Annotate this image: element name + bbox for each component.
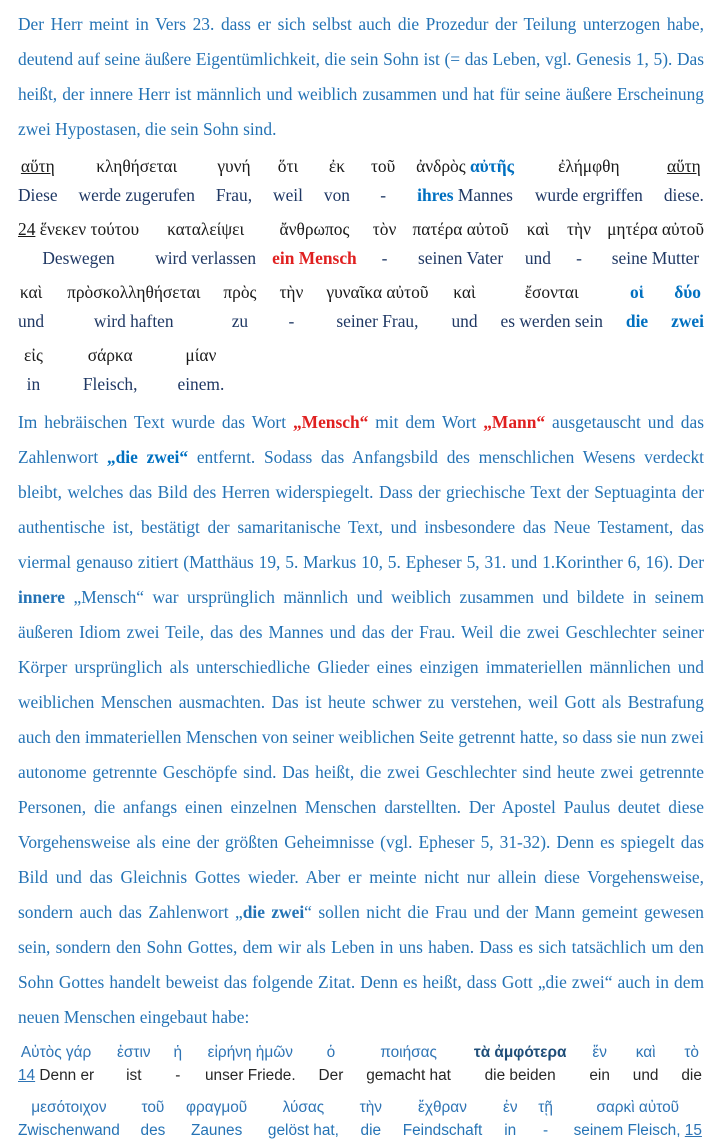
interlinear-genesis-block bbox=[18, 152, 704, 399]
interlinear-row bbox=[18, 1041, 702, 1087]
german-gloss: die bbox=[360, 1122, 382, 1139]
text-segment: “ sollen nicht die Frau und der Mann gemeint gewesen sein, sondern den Sohn Gottes, dem wir als Leben in uns haben. Dass es sich tatsächlich um den Sohn Gottes handelt beweist das folgende Zitat. Denn es heißt, dass Gott „die zwei“ auch in dem neuen Menschen eingebaut habe: bbox=[18, 902, 704, 1027]
word-pair bbox=[216, 152, 252, 210]
word-pair bbox=[18, 215, 139, 273]
interlinear-row bbox=[18, 1096, 702, 1142]
greek-word: καταλείψει bbox=[167, 219, 245, 239]
greek-word bbox=[416, 152, 514, 181]
german-gloss: und bbox=[18, 311, 45, 331]
german-gloss: es werden sein bbox=[500, 311, 603, 331]
intro-paragraph: Der Herr meint in Vers 23. dass er sich selbst auch die Prozedur der Teilung unterzogen habe, deutend auf seine äußere Eigentümlichkeit, die sein Sohn ist (= das Leben, vgl. Genesis 1, 5). Das heißt, der innere Herr ist männlich und weiblich zusammen und hat für seine äußere Erscheinung zwei Hypostasen, die sein Sohn sind. bbox=[18, 14, 704, 139]
greek-word: κληθήσεται bbox=[96, 156, 178, 176]
german-gloss: die bbox=[681, 1067, 702, 1084]
greek-word bbox=[626, 278, 648, 307]
german-gloss: von bbox=[323, 185, 350, 205]
greek-word: καὶ bbox=[19, 282, 43, 302]
greek-word: μητέρα αὐτοῦ bbox=[607, 219, 704, 239]
greek-word: καὶ bbox=[526, 219, 550, 239]
word-pair bbox=[681, 1041, 702, 1087]
german-gloss: Fleisch, bbox=[82, 374, 138, 394]
word-pair bbox=[574, 1096, 702, 1142]
greek-word bbox=[18, 152, 58, 181]
word-pair bbox=[279, 278, 303, 336]
german-gloss: Frau, bbox=[215, 185, 253, 205]
text-segment: innere bbox=[18, 587, 66, 607]
german-gloss: wird haften bbox=[93, 311, 174, 331]
text-segment: δύο bbox=[674, 282, 701, 302]
word-pair bbox=[18, 1096, 120, 1142]
word-pair bbox=[633, 1041, 659, 1087]
word-pair bbox=[205, 1041, 296, 1087]
german-gloss: und bbox=[451, 311, 478, 331]
german-gloss: seiner Frau, bbox=[336, 311, 419, 331]
text-segment: 24 bbox=[18, 219, 36, 239]
german-gloss bbox=[574, 1119, 702, 1142]
text-segment: „Mensch“ bbox=[292, 412, 369, 432]
text-segment: die zwei bbox=[242, 902, 305, 922]
greek-word bbox=[474, 1041, 567, 1064]
text-segment: ausgetauscht und das Zahlenwort bbox=[18, 412, 704, 467]
greek-word: τὴν bbox=[567, 219, 591, 239]
german-gloss: und bbox=[632, 1067, 659, 1084]
greek-word: πρὸσκολληθήσεται bbox=[67, 282, 201, 302]
greek-word: εἰρήνη ἡμῶν bbox=[207, 1044, 293, 1061]
text-segment: „Mensch“ war ursprünglich männlich und weiblich zusammen und bildete in seinem äußeren Idiom zwei Teile, das des Mannes und das der Frau. Weil die zwei Geschlechter seiner Körper ursprünglich als unterschiedliche Glieder eines einzigen immateriellen männlichen und weiblichen Menschen ausmachten. Das ist heute schwer zu verstehen, weil Gott als Bestrafung auch den immateriellen Menschen von seiner weiblichen Seite getrennt hatte, so dass sie nun zwei autonome getrennte Geschöpfe sind. Das heißt, die zwei Geschlechter sind heute zwei getrennte Personen, die anfangs einen einzelnen Menschen darstellten. Der Apostel Paulus deutet diese Vorgehensweise als eine der größten Geheimnisse (vgl. Epheser 5, 31-32). Denn es spiegelt das Bild und das Gleichnis Gottes wieder. Aber er meinte nicht nur allein diese Vorgehensweise, sondern auch das Zahlenwort „ bbox=[18, 587, 704, 922]
greek-word bbox=[671, 278, 704, 307]
text-segment: τὰ ἀμφότερα bbox=[473, 1044, 567, 1061]
word-pair bbox=[177, 341, 224, 399]
word-pair bbox=[326, 278, 428, 336]
german-gloss: unser Friede. bbox=[204, 1067, 296, 1084]
german-gloss: - bbox=[381, 248, 388, 268]
word-pair bbox=[366, 1041, 451, 1087]
text-segment: 15 bbox=[684, 1122, 702, 1139]
word-pair bbox=[664, 152, 704, 210]
word-pair bbox=[607, 215, 704, 273]
german-gloss: - bbox=[542, 1122, 549, 1139]
greek-word: λύσας bbox=[282, 1099, 325, 1116]
german-gloss: wird verlassen bbox=[155, 248, 257, 268]
german-gloss: - bbox=[576, 248, 582, 268]
word-pair bbox=[155, 215, 256, 273]
greek-word: ἄνθρωπος bbox=[279, 219, 350, 239]
word-pair bbox=[538, 1096, 553, 1142]
text-segment: ihres bbox=[417, 185, 454, 205]
word-pair bbox=[503, 1096, 518, 1142]
german-gloss: ist bbox=[126, 1067, 142, 1084]
german-gloss: des bbox=[140, 1122, 166, 1139]
greek-word: γυνή bbox=[217, 156, 251, 176]
word-pair bbox=[18, 1041, 94, 1087]
greek-word: ἡ bbox=[173, 1044, 183, 1061]
german-gloss: - bbox=[288, 311, 295, 331]
greek-word: τὴν bbox=[279, 282, 304, 302]
commentary-paragraph bbox=[18, 405, 704, 1035]
text-segment: ἕνεκεν τούτου bbox=[35, 219, 140, 239]
word-pair bbox=[360, 1096, 382, 1142]
text-segment: Im hebräischen Text wurde das Wort bbox=[18, 412, 293, 432]
greek-word: ἔσονται bbox=[524, 282, 579, 302]
word-pair bbox=[451, 278, 477, 336]
text-segment: ἀνδρὸς bbox=[416, 156, 470, 176]
text-segment: αὐτῆς bbox=[469, 156, 514, 176]
word-pair bbox=[589, 1041, 610, 1087]
word-pair bbox=[223, 278, 256, 336]
german-gloss: weil bbox=[273, 185, 303, 205]
greek-word: τὸ bbox=[684, 1044, 699, 1061]
german-gloss: Feindschaft bbox=[402, 1122, 483, 1139]
greek-word: εἰς bbox=[24, 345, 43, 365]
greek-word: ἐλήμφθη bbox=[558, 156, 620, 176]
german-gloss: wurde ergriffen bbox=[534, 185, 643, 205]
german-gloss: in bbox=[26, 374, 41, 394]
interlinear-row bbox=[18, 152, 704, 210]
greek-word: ὅτι bbox=[277, 156, 299, 176]
interlinear-row bbox=[18, 341, 704, 399]
word-pair bbox=[535, 152, 643, 210]
german-gloss: - bbox=[380, 185, 386, 205]
word-pair bbox=[83, 341, 138, 399]
text-segment: zwei bbox=[671, 311, 704, 331]
word-pair bbox=[371, 152, 395, 210]
greek-word: ἔχθραν bbox=[418, 1099, 467, 1116]
german-gloss: einem. bbox=[177, 374, 225, 394]
word-pair bbox=[186, 1096, 247, 1142]
text-segment: οἱ bbox=[629, 282, 645, 302]
german-gloss: seinen Vater bbox=[418, 248, 504, 268]
word-pair bbox=[403, 1096, 483, 1142]
text-segment: entfernt. Sodass das Anfangsbild des menschlichen Wesens verdeckt bleibt, welches das Bild des Herren widerspiegelt. Dass der griechische Text der Septuaginta der authentische ist, bestätigt der samaritanische Text, und insbesondere das Neue Testament, das viermal genauso zitiert (Matthäus 19, 5. Markus 10, 5. Epheser 5, 31. und 1.Korinther 6, 16). Der bbox=[18, 447, 704, 572]
text-segment: mit dem Wort bbox=[368, 412, 484, 432]
german-gloss: diese. bbox=[663, 185, 704, 205]
german-gloss: Deswegen bbox=[42, 248, 115, 268]
greek-word: γυναῖκα αὐτοῦ bbox=[326, 282, 429, 302]
word-pair bbox=[671, 278, 704, 336]
greek-word: ὁ bbox=[326, 1044, 336, 1061]
text-segment: die bbox=[625, 311, 649, 331]
text-segment: αὕτη bbox=[20, 156, 55, 176]
german-gloss bbox=[626, 307, 648, 336]
word-pair bbox=[18, 278, 44, 336]
german-gloss: Der bbox=[318, 1067, 344, 1084]
word-pair bbox=[501, 278, 603, 336]
greek-word: Αὐτὸς γάρ bbox=[20, 1044, 92, 1061]
word-pair bbox=[626, 278, 648, 336]
interlinear-ephesians-block bbox=[18, 1041, 704, 1142]
german-gloss: Zaunes bbox=[190, 1122, 243, 1139]
greek-word: πατέρα αὐτοῦ bbox=[412, 219, 509, 239]
greek-word bbox=[18, 215, 139, 244]
greek-word: τὸν bbox=[372, 219, 397, 239]
german-gloss: ein bbox=[589, 1067, 610, 1084]
greek-word: μίαν bbox=[185, 345, 217, 365]
text-segment: seinem Fleisch, bbox=[573, 1122, 685, 1139]
word-pair bbox=[117, 1041, 151, 1087]
greek-word: καὶ bbox=[453, 282, 476, 302]
text-segment: 14 bbox=[18, 1067, 36, 1084]
greek-word: σαρκὶ αὐτοῦ bbox=[596, 1099, 680, 1116]
text-segment: „Mann“ bbox=[483, 412, 546, 432]
word-pair bbox=[272, 215, 357, 273]
word-pair bbox=[567, 215, 591, 273]
greek-word: τὴν bbox=[359, 1099, 382, 1116]
greek-word: ἐν bbox=[502, 1099, 518, 1116]
greek-word: τοῦ bbox=[370, 156, 396, 176]
german-gloss: die beiden bbox=[484, 1067, 556, 1084]
greek-word: σάρκα bbox=[87, 345, 133, 365]
greek-word bbox=[664, 152, 704, 181]
word-pair bbox=[18, 152, 58, 210]
word-pair bbox=[273, 152, 303, 210]
word-pair bbox=[416, 152, 514, 210]
greek-word: καὶ bbox=[635, 1044, 656, 1061]
word-pair bbox=[141, 1096, 166, 1142]
german-gloss bbox=[671, 307, 704, 336]
text-segment: Mannes bbox=[453, 185, 513, 205]
word-pair bbox=[174, 1041, 183, 1087]
greek-word: ἐκ bbox=[328, 156, 345, 176]
greek-word: τῇ bbox=[538, 1099, 553, 1116]
german-gloss: gemacht hat bbox=[366, 1067, 451, 1084]
greek-word: φραγμοῦ bbox=[186, 1099, 248, 1116]
text-segment: αὕτη bbox=[666, 156, 701, 176]
german-gloss: Zwischenwand bbox=[18, 1122, 120, 1139]
german-gloss: in bbox=[504, 1122, 517, 1139]
german-gloss: gelöst hat, bbox=[267, 1122, 339, 1139]
interlinear-row bbox=[18, 278, 704, 336]
interlinear-row bbox=[18, 215, 704, 273]
text-segment: „die zwei“ bbox=[106, 447, 189, 467]
german-gloss: Diese bbox=[18, 185, 58, 205]
greek-word: τοῦ bbox=[141, 1099, 165, 1116]
word-pair bbox=[373, 215, 397, 273]
greek-word: ἕν bbox=[592, 1044, 607, 1061]
greek-word: πρὸς bbox=[223, 282, 257, 302]
word-pair bbox=[79, 152, 195, 210]
greek-word: ἐστιν bbox=[117, 1044, 151, 1061]
german-gloss bbox=[18, 1064, 94, 1087]
word-pair bbox=[324, 152, 350, 210]
german-gloss bbox=[272, 244, 357, 273]
word-pair bbox=[67, 278, 200, 336]
word-pair bbox=[319, 1041, 344, 1087]
word-pair bbox=[412, 215, 508, 273]
german-gloss: und bbox=[524, 248, 551, 268]
greek-word: μεσότοιχον bbox=[31, 1099, 107, 1116]
text-segment: Denn er bbox=[35, 1067, 95, 1084]
german-gloss: zu bbox=[231, 311, 249, 331]
word-pair bbox=[268, 1096, 339, 1142]
word-pair bbox=[24, 341, 43, 399]
german-gloss bbox=[416, 181, 514, 210]
word-pair bbox=[525, 215, 551, 273]
german-gloss: - bbox=[175, 1067, 181, 1084]
german-gloss: werde zugerufen bbox=[78, 185, 195, 205]
german-gloss: seine Mutter bbox=[611, 248, 700, 268]
word-pair bbox=[474, 1041, 567, 1087]
greek-word: ποιήσας bbox=[380, 1044, 437, 1061]
text-segment: ein Mensch bbox=[272, 248, 357, 268]
